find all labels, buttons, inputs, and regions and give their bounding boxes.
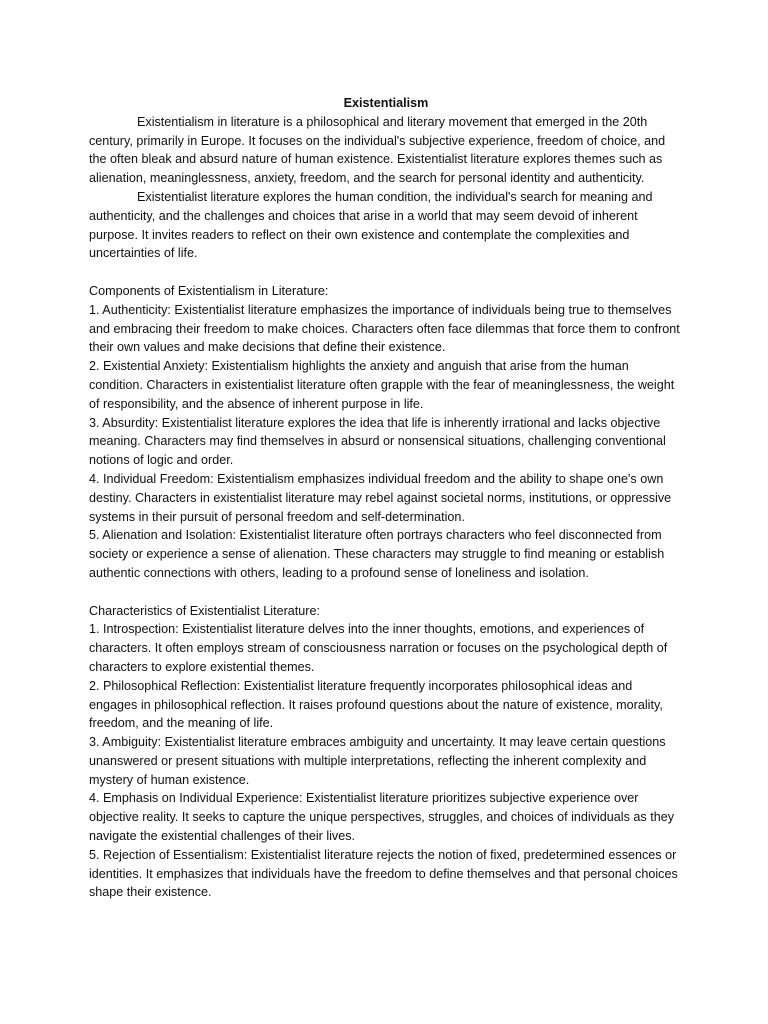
list-item: 3. Ambiguity: Existentialist literature embraces ambiguity and uncertainty. It may leave certain questions unanswered or present situations with multiple interpretations, reflecting the inherent complexity and mystery of human existence. [89, 735, 666, 787]
list-item: 4. Emphasis on Individual Experience: Existentialist literature prioritizes subjective experience over objective reality. It seeks to capture the unique perspectives, struggles, and choices of individuals as they navigate the existential challenges of their lives. [89, 791, 675, 844]
list-item: 1. Authenticity: Existentialist literature emphasizes the importance of individuals being true to themselves and embracing their freedom to make choices. Characters often face dilemmas that force them to confront their own values and make decisions that define their existence. [89, 302, 680, 355]
list-item: 1. Introspection: Existentialist literature delves into the inner thoughts, emotions, and experiences of characters. It often employs stream of consciousness narration or focuses on the psychological depth of characters to explore existential themes. [89, 622, 668, 674]
intro-paragraph-1: Existentialism in literature is a philosophical and literary movement that emerged in the 20th century, primarily in Europe. It focuses on the individual's subjective experience, freedom of choice, and the often bleak and absurd nature of human existence. Existentialist literature explores themes such as alienation, meaninglessness, anxiety, freedom, and the search for personal identity and authenticity. [89, 114, 666, 186]
list-item: 5. Rejection of Essentialism: Existentialist literature rejects the notion of fixed, predetermined essences or identities. It emphasizes that individuals have the freedom to define themselves and that personal choices shape their existence. [89, 847, 678, 900]
characteristics-heading: Characteristics of Existentialist Literature: [89, 603, 320, 618]
components-heading: Components of Existentialism in Literature: [89, 283, 329, 298]
characteristics-list [89, 620, 683, 902]
list-item: 2. Existential Anxiety: Existentialism highlights the anxiety and anguish that arise from the human condition. Characters in existentialist literature often grapple with the fear of meaninglessness, the weight of responsibility, and the absence of inherent purpose in life. [89, 359, 675, 411]
list-item: 4. Individual Freedom: Existentialism emphasizes individual freedom and the ability to shape one's own destiny. Characters in existentialist literature may rebel against societal norms, institutions, or oppressive systems in their pursuit of personal freedom and self-determination. [89, 471, 672, 524]
section-spacer [89, 263, 683, 282]
list-item: 5. Alienation and Isolation: Existentialist literature often portrays characters who feel disconnected from society or experience a sense of alienation. These characters may struggle to find meaning or establish authentic connections with others, leading to a profound sense of loneliness and isolation. [89, 528, 665, 580]
section-spacer [89, 583, 683, 602]
document-title: Existentialism [343, 96, 429, 110]
list-item: 2. Philosophical Reflection: Existentialist literature frequently incorporates philosophical ideas and engages in philosophical reflection. It raises profound questions about the nature of existence, morality, freedom, and the meaning of life. [89, 678, 663, 731]
components-list [89, 301, 683, 583]
list-item: 3. Absurdity: Existentialist literature explores the idea that life is inherently irrational and lacks objective meaning. Characters may find themselves in absurd or nonsensical situations, challenging conventional notions of logic and order. [89, 415, 666, 468]
intro-paragraph-2: Existentialist literature explores the human condition, the individual's search for meaning and authenticity, and the challenges and choices that arise in a world that may seem devoid of inherent purpose. It invites readers to reflect on their own existence and contemplate the complexities and uncertainties of life. [89, 189, 653, 261]
document-page [89, 94, 683, 902]
